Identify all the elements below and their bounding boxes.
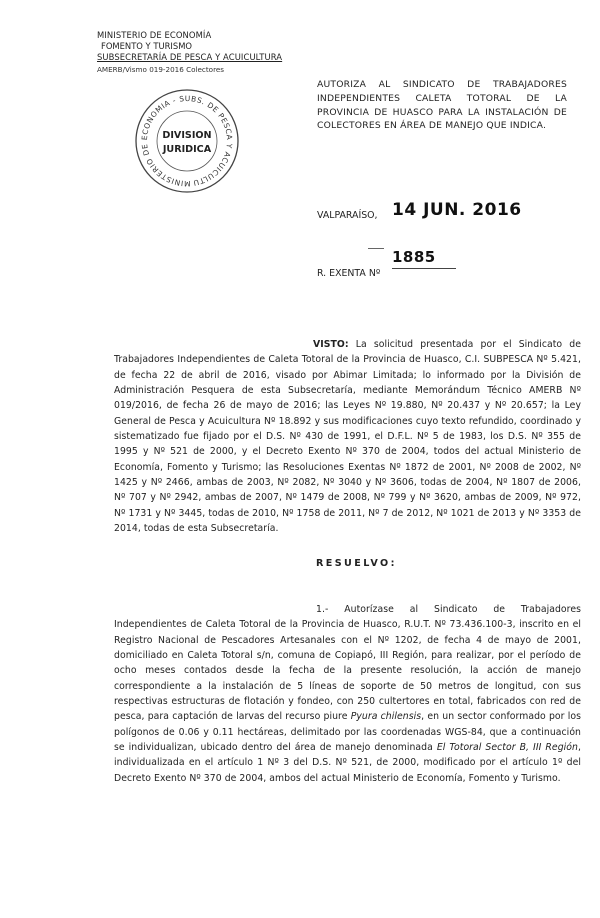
letterhead [97,30,282,75]
ministry-name: MINISTERIO DE ECONOMÍA [97,30,212,40]
subsecretaria-name: SUBSECRETARÍA DE PESCA Y ACUICULTURA [97,52,283,63]
species-name: Pyura chilensis [350,711,422,723]
resolution-subject: AUTORIZA AL SINDICATO DE TRABAJADORES INDEPENDIENTES CALETA TOTORAL DE LA PROVINCIA DE HUASCO PARA LA INSTALACIÓN DE COLECTORES EN ÁREA DE MANEJO QUE INDICA. [317,79,567,132]
article-1-tail: , individualizada en el artículo 1 Nº 3 del D.S. Nº 521, de 2000, modificado por el artículo 1º del Decreto Exento Nº 370 de 2004, ambos del actual Ministerio de Economía, Fomento y Turismo. [114,742,581,784]
ministry-subtitle: FOMENTO Y TURISMO [101,41,193,52]
reference-code: AMERB/Vismo 019-2016 Colectores [97,64,225,74]
article-1-lead: 1.- Autorízase al Sindicato de Trabajadores Independientes de Caleta Totoral de la Provincia de Huasco, R.U.T. Nº 73.436.100-3, inscrito en el Registro Nacional de Pescadores Artesanales con el Nº 1202, de fecha 4 de mayo de 2001, domiciliado en Caleta Totoral s/n, comuna de Copiapó, III Región, para realizar, por el período de ocho meses contados desde la fecha de la presente resolución, la acción de manejo correspondiente a la instalación de 5 líneas de soporte de 50 metros de longitud, con sus respectivas estructuras de flotación y fondeo, con 250 cultertores en total, fabricados con red de pesca, para captación de larvas del recurso piure [114,604,581,723]
svg-text:MINISTERIO DE ECONOMIA - SUBS. [132,90,239,196]
article-1 [114,602,581,786]
visto-label: VISTO: [313,339,349,350]
resolution-underline [392,268,456,269]
stamp-center-line2: JURIDICA [162,144,212,155]
visto-paragraph [114,337,581,536]
number-dash [368,248,384,249]
article-1-middle: , en un sector conformado por los polígonos de 0.06 y 0.11 hectáreas, delimitado por las coordenadas WGS-84, que a continuación se individualizan, ubicado dentro del área de manejo denominada [114,711,581,754]
resuelvo-heading: RESUELVO: [316,558,397,569]
resolution-date: 14 JUN. 2016 [392,200,522,220]
management-area-name: El Totoral Sector B, III Región [436,742,578,754]
resolution-number: 1885 [392,248,436,266]
resolution-label: R. EXENTA Nº [317,268,381,279]
stamp-ring-text: MINISTERIO DE ECONOMIA - SUBS. DE PESCA Y ACUICULTURA [139,93,235,189]
division-juridica-stamp [132,86,242,196]
stamp-center-line1: DIVISION [162,130,212,141]
visto-text: La solicitud presentada por el Sindicato de Trabajadores Independientes de Caleta Totoral de la Provincia de Huasco, C.I. SUBPESCA Nº 5.421, de fecha 22 de abril de 2016, visado por Abimar Limitada; lo informado por la División de Administración Pesquera de esta Subsecretaría, mediante Memorándum Técnico AMERB Nº 019/2016, de fecha 26 de mayo de 2016; las Leyes Nº 19.880, Nº 20.437 y Nº 20.657; la Ley General de Pesca y Acuicultura Nº 18.892 y sus modificaciones cuyo texto refundido, coordinado y sistematizado fue fijado por el D.S. Nº 430 de 1991, el D.F.L. Nº 5 de 1983, los D.S. Nº 355 de 1995 y Nº 521 de 2000, y el Decreto Exento Nº 370 de 2004, todos del actual Ministerio de Economía, Fomento y Turismo; las Resoluciones Exentas Nº 1872 de 2001, Nº 2008 de 2002, Nº 1425 y Nº 2466, ambas de 2003, Nº 2082, Nº 3040 y Nº 3606, todas de 2004, Nº 1807 de 2006, Nº 707 y Nº 2942, ambas de 2007, Nº 1479 de 2008, Nº 799 y Nº 3620, ambas de 2009, Nº 972, Nº 1731 y Nº 3445, todas de 2010, Nº 1758 de 2011, Nº 7 de 2012, Nº 1021 de 2013 y Nº 3353 de 2014, todas de esta Subsecretaría. [114,339,581,535]
place-label: VALPARAÍSO, [317,210,378,221]
